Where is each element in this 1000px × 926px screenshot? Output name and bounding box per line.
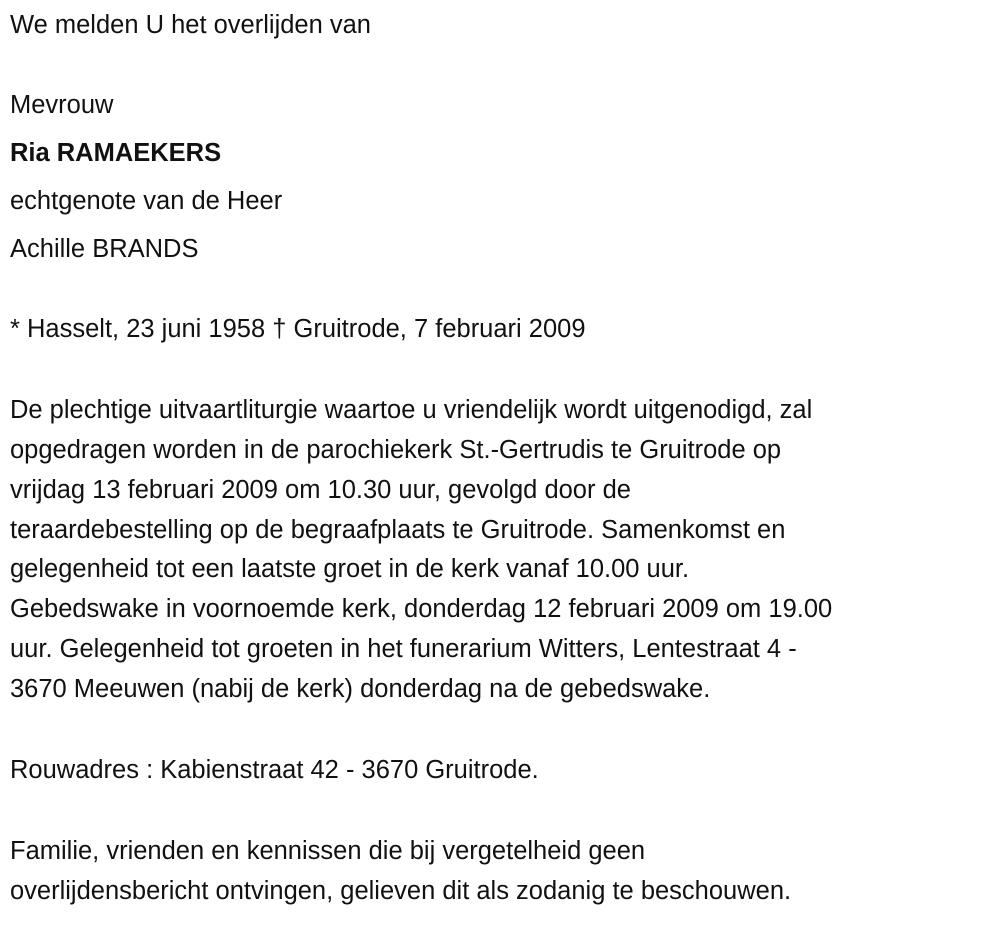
- closing-line: Familie, vrienden en kennissen die bij vergetelheid geen: [10, 837, 646, 865]
- mourning-address: Rouwadres : Kabienstraat 42 - 3670 Gruitrode.: [10, 756, 539, 784]
- ceremony-line: uur. Gelegenheid tot groeten in het funerarium Witters, Lentestraat 4 -: [10, 635, 797, 663]
- ceremony-line: Gebedswake in voornoemde kerk, donderdag 12 februari 2009 om 19.00: [10, 595, 833, 623]
- spouse-label: echtgenote van de Heer: [10, 187, 283, 215]
- intro-text: We melden U het overlijden van: [10, 11, 371, 39]
- ceremony-line: teraardebestelling op de begraafplaats te Gruitrode. Samenkomst en: [10, 516, 786, 544]
- ceremony-line: 3670 Meeuwen (nabij de kerk) donderdag na de gebedswake.: [10, 675, 711, 703]
- ceremony-line: opgedragen worden in de parochiekerk St.-Gertrudis te Gruitrode op: [10, 436, 782, 464]
- spouse-name: Achille BRANDS: [10, 235, 199, 263]
- birth-death-dates: * Hasselt, 23 juni 1958 † Gruitrode, 7 februari 2009: [10, 315, 586, 343]
- closing-line: overlijdensbericht ontvingen, gelieven dit als zodanig te beschouwen.: [10, 877, 792, 905]
- ceremony-line: gelegenheid tot een laatste groet in de kerk vanaf 10.00 uur.: [10, 555, 690, 583]
- title-text: Mevrouw: [10, 91, 114, 119]
- ceremony-line: De plechtige uitvaartliturgie waartoe u vriendelijk wordt uitgenodigd, zal: [10, 396, 813, 424]
- ceremony-line: vrijdag 13 februari 2009 om 10.30 uur, gevolgd door de: [10, 476, 631, 504]
- deceased-name: Ria RAMAEKERS: [10, 139, 222, 167]
